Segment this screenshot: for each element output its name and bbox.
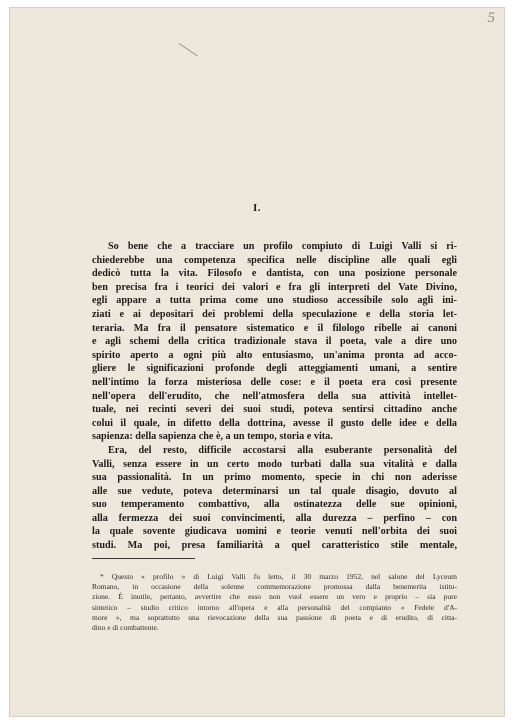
body-line: Era, del resto, difficile accostarsi alla esuberante personalità del [108, 444, 457, 456]
body-line: teraria. Ma fra il pensatore sistematico e il filologo ribelle ai canoni [92, 322, 457, 334]
section-heading: I. [252, 202, 262, 214]
body-line: gliere le significazioni profonde degli atteggiamenti umani, a sentire [92, 363, 457, 375]
footnote-line: dino e di combattente. [92, 623, 159, 633]
body-line: spirito aperto a ogni più alto entusiasmo, un'anima pronta ad acco- [92, 349, 457, 361]
body-line: la quale sovente giudicava uomini e teorie venuti nell'orbita dei suoi [92, 526, 457, 538]
body-text [92, 240, 457, 553]
body-line: dedicò tutta la vita. Filosofo e dantista, con una posizione personale [92, 268, 457, 280]
body-line: colui il quale, in difetto della dottrina, avesse il gusto delle idee e della [92, 417, 457, 429]
body-line: sua passionalità. In un primo momento, specie in chi non aderisse [92, 472, 457, 484]
body-line: tuale, nei recinti severi dei suoi studi, poteva sentirsi cittadino anche [92, 404, 457, 416]
footnote [92, 572, 457, 633]
footnote-line: sintetico – studio critico intorno all'opera e alla personalità del compianto « Fedele d'A- [92, 602, 457, 612]
page-number: 5 [487, 10, 495, 26]
footnote-line: zione. È inutile, pertanto, avvertire che esso non vuol essere un vero e proprio – sia pure [92, 592, 457, 602]
footnote-line: Romano, in occasione della solenne commemorazione promossa dalla benemerita istitu- [92, 582, 457, 592]
body-line: egli appare a tutta prima come uno studioso accessibile solo agli ini- [92, 295, 457, 307]
body-line: studi. Ma poi, presa familiarità a quel caratteristico stile mentale, [92, 540, 457, 552]
body-line: ziati e ai depositari dei problemi della speculazione e della storia let- [92, 308, 457, 320]
body-line: chiederebbe una competenza specifica nelle discipline alle quali egli [92, 254, 457, 266]
body-line: sapienza: della sapienza che è, a un tempo, storia e vita. [92, 431, 333, 443]
body-line: nell'intimo la forza misteriosa delle cose: e il poeta era così presente [92, 376, 457, 388]
body-line: alle sue vedute, poteva determinarsi un tal quale disagio, dovuto al [92, 485, 457, 497]
footnote-divider [92, 558, 195, 559]
body-line: e agli schemi della critica tradizionale stava il poeta, vale a dire uno [92, 336, 457, 348]
body-line: alla fermezza dei suoi convincimenti, alla durezza – perfino – con [92, 512, 457, 524]
footnote-line: * Questo « profilo » di Luigi Valli fu letto, il 30 marzo 1952, nel salone del Lyceum [100, 572, 457, 581]
body-line: Valli, senza essere in un certo modo turbati dalla sua vitalità e dalla [92, 458, 457, 470]
footnote-line: more », ma soprattutto una rievocazione della sua passione di poeta e di erudito, di citta- [92, 612, 457, 622]
document-page [9, 7, 505, 717]
pencil-mark [179, 43, 198, 56]
body-line: nell'opera dell'erudito, che nell'atmosfera della sua attività intellet- [92, 390, 457, 402]
body-line: suo temperamento combattivo, alla ostinatezza delle sue opinioni, [92, 499, 457, 511]
body-line: So bene che a tracciare un profilo compiuto di Luigi Valli si ri- [108, 241, 457, 252]
body-line: ben precisa fra i teorici dei valori e fra gli interpreti del Vate Divino, [92, 281, 457, 293]
